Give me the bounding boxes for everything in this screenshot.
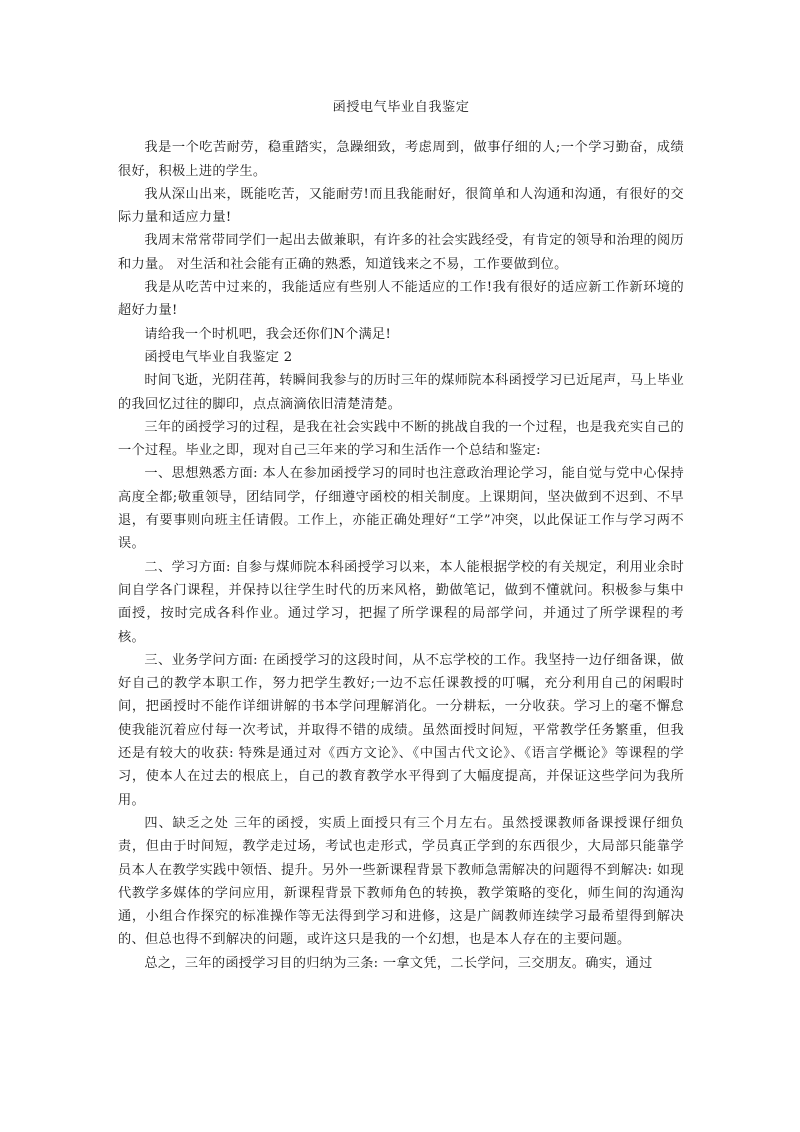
paragraph-summary: 总之，三年的函授学习目的归纳为三条: 一拿文凭，二长学问，三交朋友。确实，通过 xyxy=(144,955,653,971)
paragraph-study: 二、学习方面: 自参与煤师院本科函授学习以来，本人能根据学校的有关规定，利用业余时间自学各门课程，并保持以往学生时代的历来风格，勤做笔记，做到不懂就问。积极参与集中面授，按时完成各科作业。通过学习，把握了所学课程的局部学问，并通过了所学课程的考核。 xyxy=(118,559,684,645)
paragraph-three-years: 三年的函授学习的过程，是我在社会实践中不断的挑战自我的一个过程，也是我充实自己的一个过程。毕业之即，现对自己三年来的学习和生活作一个总结和鉴定: xyxy=(118,419,684,459)
paragraph-request: 请给我一个时机吧，我会还你们N个满足! xyxy=(144,326,392,342)
paragraph-ideology: 一、思想熟悉方面: 本人在参加函授学习的同时也注意政治理论学习，能自觉与党中心保持高度全都;敬重领导，团结同学，仔细遵守函校的相关制度。上课期间，坚决做到不迟到、不早退，有要事则向班主任请假。工作上，亦能正确处理好“工学”冲突，以此保证工作与学习两不误。 xyxy=(118,466,684,552)
paragraph-background: 我从深山出来，既能吃苦，又能耐劳!而且我能耐好，很简单和人沟通和沟通，有很好的交际力量和适应力量! xyxy=(118,186,684,226)
paragraph-time-passes: 时间飞逝，光阴荏苒，转瞬间我参与的历时三年的煤师院本科函授学习已近尾声，马上毕业的我回忆过往的脚印，点点滴滴依旧清楚清楚。 xyxy=(118,373,684,412)
paragraph-shortcomings: 四、缺乏之处 三年的函授，实质上面授只有三个月左右。虽然授课教师备课授课仔细负责，但由于时间短，教学走过场，考试也走形式，学员真正学到的东西很少，大局部只能靠学员本人在教学实践中领悟、提升。另外一些新课程背景下教师急需解决的问题得不到解决: 如现代教学多媒体的学问应用，新课程背景下教师角色的转换，教学策略的变化，师生间的沟通沟通，小组合作探究的标准操作等无法得到学习和进修，这是广阔教师连续学习最希望得到解决的、但总也得不到解决的问题，或许这只是我的一个幻想，也是本人存在的主要问题。 xyxy=(118,815,684,948)
section-heading-2: 函授电气毕业自我鉴定 2 xyxy=(144,349,293,365)
paragraph-professional: 三、业务学问方面: 在函授学习的这段时间，从不忘学校的工作。我坚持一边仔细备课，做好自己的教学本职工作，努力把学生教好;一边不忘任课教授的叮嘱，充分利用自己的闲暇时间，把函授时不能作详细讲解的书本学问理解消化。一分耕耘，一分收获。学习上的毫不懈怠使我能沉着应付每一次考试，并取得不错的成绩。虽然面授时间短，平常教学任务繁重，但我还是有较大的收获: 特殊是通过对《西方文论》、《中国古代文论》、《语言学概论》等课程的学习，使本人在过去的根底上，自己的教育教学水平得到了大幅度提高，并保证这些学问为我所用。 xyxy=(118,652,684,808)
paragraph-adaptability: 我是从吃苦中过来的，我能适应有些别人不能适应的工作!我有很好的适应新工作新环境的超好力量! xyxy=(118,280,684,319)
paragraph-self-intro: 我是一个吃苦耐劳，稳重踏实，急躁细致，考虑周到，做事仔细的人;一个学习勤奋，成绩很好，积极上进的学生。 xyxy=(118,140,684,179)
document-body xyxy=(118,96,684,975)
paragraph-part-time-work: 我周末常常带同学们一起出去做兼职，有许多的社会实践经受，有肯定的领导和治理的阅历和力量。 对生活和社会能有正确的熟悉，知道钱来之不易，工作要做到位。 xyxy=(118,233,684,272)
document-title: 函授电气毕业自我鉴定 xyxy=(332,100,470,115)
